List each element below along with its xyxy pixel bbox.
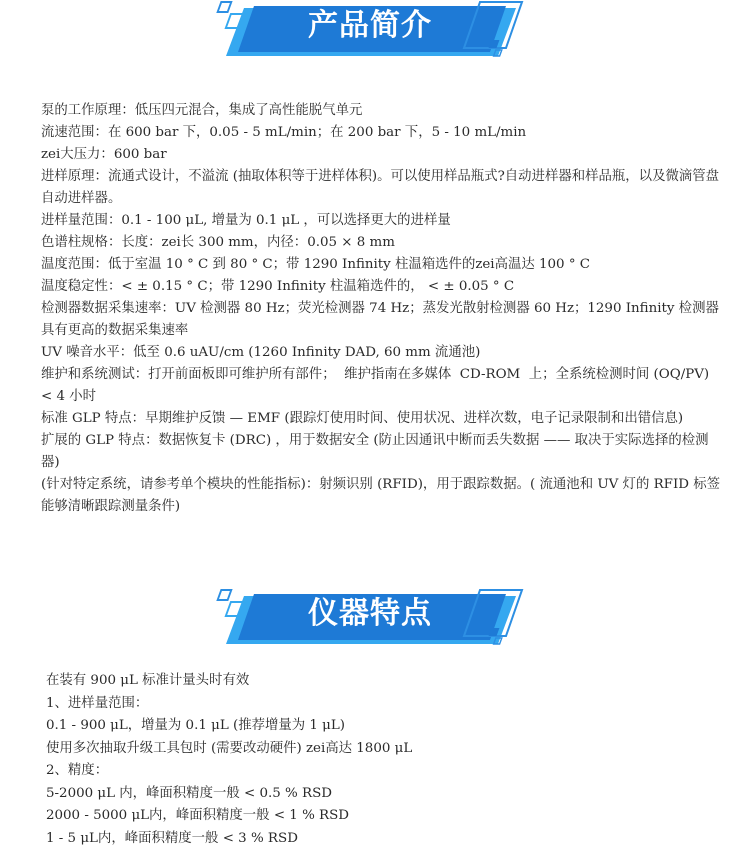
spec-line: zei大压力：600 bar <box>41 144 721 166</box>
spec-line: 扩展的 GLP 特点：数据恢复卡 (DRC) ，用于数据安全 (防止因通讯中断而丢失数据 —— 取决于实际选择的检测器) <box>41 430 721 474</box>
intro-text-block <box>41 100 721 518</box>
features-section-title: 仪器特点 <box>250 594 490 634</box>
spec-line: 温度范围：低于室温 10 ° C 到 80 ° C；带 1290 Infinity 柱温箱选件的zei高温达 100 ° C <box>41 254 721 276</box>
spec-line: UV 噪音水平：低至 0.6 uAU/cm (1260 Infinity DAD, 60 mm 流通池) <box>41 342 721 364</box>
spec-line: 标准 GLP 特点：早期维护反馈 — EMF (跟踪灯使用时间、使用状况、进样次数，电子记录限制和出错信息) <box>41 408 721 430</box>
feature-line: 1 - 5 μL内，峰面积精度一般 < 3 % RSD <box>46 828 726 850</box>
feature-line: 0.1 - 900 μL，增量为 0.1 μL (推荐增量为 1 μL) <box>46 715 726 738</box>
feature-line: 1、进样量范围： <box>46 693 726 716</box>
feature-line: 2000 - 5000 μL内，峰面积精度一般 < 1 % RSD <box>46 805 726 828</box>
spec-line: 进样量范围：0.1 - 100 μL, 增量为 0.1 μL ，可以选择更大的进样量 <box>41 210 721 232</box>
feature-line: 5-2000 μL 内，峰面积精度一般 < 0.5 % RSD <box>46 783 726 806</box>
intro-section-banner <box>210 0 530 64</box>
feature-line: 在装有 900 μL 标准计量头时有效 <box>46 670 726 693</box>
spec-line: 进样原理：流通式设计，不溢流 (抽取体积等于进样体积)。可以使用样品瓶式?自动进样器和样品瓶，以及微滴管盘自动进样器。 <box>41 166 721 210</box>
feature-line: 使用多次抽取升级工具包时 (需要改动硬件) zei高达 1800 μL <box>46 738 726 761</box>
spec-line: 维护和系统测试：打开前面板即可维护所有部件； 维护指南在多媒体 CD-ROM 上；全系统检测时间 (OQ/PV) < 4 小时 <box>41 364 721 408</box>
spec-line: 泵的工作原理：低压四元混合，集成了高性能脱气单元 <box>41 100 721 122</box>
intro-section-title: 产品简介 <box>250 6 490 46</box>
spec-line: 流速范围：在 600 bar 下，0.05 - 5 mL/min；在 200 bar 下，5 - 10 mL/min <box>41 122 721 144</box>
spec-line: 温度稳定性：< ± 0.15 ° C；带 1290 Infinity 柱温箱选件的， < ± 0.05 ° C <box>41 276 721 298</box>
spec-line: 色谱柱规格：长度：zei长 300 mm，内径：0.05 × 8 mm <box>41 232 721 254</box>
feature-line: 2、精度： <box>46 760 726 783</box>
features-text-block <box>46 670 726 850</box>
spec-line: (针对特定系统，请参考单个模块的性能指标)：射频识别 (RFID)，用于跟踪数据。( 流通池和 UV 灯的 RFID 标签能够清晰跟踪测量条件) <box>41 474 721 518</box>
features-section-banner <box>210 588 530 652</box>
spec-line: 检测器数据采集速率：UV 检测器 80 Hz；荧光检测器 74 Hz；蒸发光散射检测器 60 Hz；1290 Infinity 检测器具有更高的数据采集速率 <box>41 298 721 342</box>
